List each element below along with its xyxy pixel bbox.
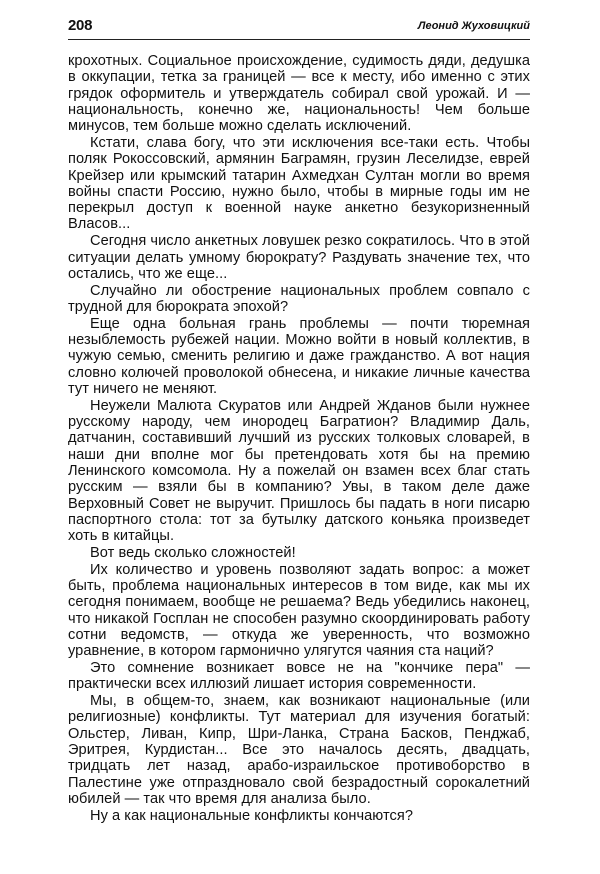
paragraph: Случайно ли обострение национальных проблем совпало с трудной для бюрократа эпохой? (68, 282, 530, 315)
page-number: 208 (68, 17, 93, 34)
running-header (68, 17, 530, 40)
paragraph: Неужели Малюта Скуратов или Андрей Жданов были нужнее русскому народу, чем инородец Багратион? Владимир Даль, датчанин, составивший лучший из русских толковых словарей, в наши дни вполне мог бы претендовать хотя бы на премию Ленинского комсомола. Ну а пожелай он взамен всех благ стать русским — взяли бы в компанию? Увы, в таком деле даже Верховный Совет не выручит. Пришлось бы падать в ноги писарю паспортного стола: тот за бутылку датского коньяка произведет хоть в китайцы. (68, 397, 530, 545)
paragraph: Еще одна больная грань проблемы — почти тюремная незыблемость рубежей нации. Можно войти в новый коллектив, в чужую семью, сменить религию и даже гражданство. А вот нация словно колючей проволокой обнесена, и никакие личные качества тут ничего не меняют. (68, 315, 530, 397)
paragraph: Ну а как национальные конфликты кончаются? (90, 807, 413, 824)
paragraph: Мы, в общем-то, знаем, как возникают национальные (или религиозные) конфликты. Тут материал для изучения богатый: Ольстер, Ливан, Кипр, Шри-Ланка, Страна Басков, Пенджаб, Эритрея, Курдистан... Все это началось десять, двадцать, тридцать лет назад, арабо-израильское противоборство в Палестине уже отпраздновало свой безрадостный сорокалетний юбилей — так что время для анализа было. (68, 693, 530, 807)
paragraph: крохотных. Социальное происхождение, судимость дяди, дедушка в оккупации, тетка за границей — все к месту, ибо именно с этих грядок оформитель и утверждатель собирал свой урожай. И — национальность, конечно же, национальность! Чем больше минусов, тем больше можно сделать исключений. (68, 53, 530, 135)
paragraph: Сегодня число анкетных ловушек резко сократилось. Что в этой ситуации делать умному бюрократу? Раздувать значение тех, что остались, что же еще... (68, 233, 530, 282)
paragraph: Вот ведь сколько сложностей! (90, 544, 296, 561)
author-name: Леонид Жуховицкий (417, 20, 530, 32)
paragraph: Их количество и уровень позволяют задать вопрос: а может быть, проблема национальных интересов в том виде, как мы их сегодня понимаем, вообще не решаема? Ведь убедились наконец, что никакой Госплан не способен разумно скоординировать работу сотни ведомств, — откуда же уверенность, что возможно уравнение, в котором гармонично улягутся чаяния ста наций? (68, 561, 530, 660)
paragraph: Это сомнение возникает вовсе не на "кончике пера" — практически всех иллюзий лишает история современности. (68, 659, 530, 693)
paragraph: Кстати, слава богу, что эти исключения все-таки есть. Чтобы поляк Рокоссовский, армянин Баграмян, грузин Леселидзе, еврей Крейзер или крымский татарин Ахмедхан Султан могли во время войны спасти Россию, нужно было, чтобы в мирные годы им не перекрыл доступ к военной науке анкетно безукоризненный Власов... (68, 134, 530, 233)
page-body (68, 53, 530, 824)
